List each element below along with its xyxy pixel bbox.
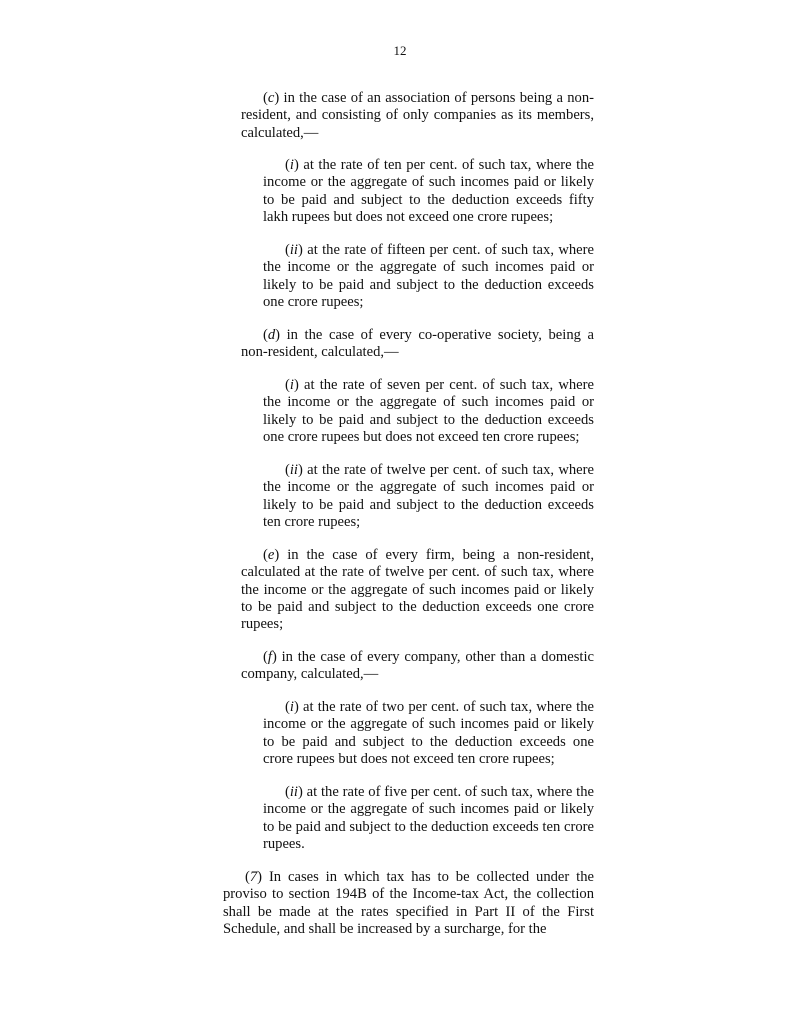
clause-d-ii-text: at the rate of twelve per cent. of such tax, where the income or the aggregate of such incomes paid or likely to be paid and subject to the deduction exceeds ten crore rupees; — [263, 462, 594, 530]
clause-e-label: e — [267, 547, 275, 563]
clause-f-text: in the case of every company, other than a domestic company, calculated,— — [241, 649, 594, 683]
clause-e-text: in the case of every firm, being a non-resident, calculated at the rate of twelve per cent. of such tax, where the income or the aggregate of such incomes paid or likely to be paid and subject to the deduction exceeds one crore rupees; — [241, 547, 594, 633]
clause-d-i-text: at the rate of seven per cent. of such tax, where the income or the aggregate of such incomes paid or likely to be paid and subject to the deduction exceeds one crore rupees but does not exceed ten crore rupees; — [263, 377, 594, 445]
clause-f-i-text: at the rate of two per cent. of such tax, where the income or the aggregate of such incomes paid or likely to be paid and subject to the deduction exceeds one crore rupees but does not exceed ten crore rupees; — [263, 699, 594, 767]
clause-f: (f) in the case of every company, other than a domestic company, calculated,— — [241, 649, 594, 683]
clause-f-i-label: i — [289, 699, 294, 715]
clause-d-ii-label: ii — [289, 462, 298, 478]
clause-c-i: (i) at the rate of ten per cent. of such tax, where the income or the aggregate of such incomes paid or likely to be paid and subject to the deduction exceeds fifty lakh rupees but does not exceed one crore rupees; — [263, 157, 594, 225]
page-number: 12 — [393, 43, 407, 58]
clause-d-text: in the case of every co-operative society, being a non-resident, calculated,— — [241, 327, 594, 361]
clause-f-i: (i) at the rate of two per cent. of such tax, where the income or the aggregate of such incomes paid or likely to be paid and subject to the deduction exceeds one crore rupees but does not exceed ten crore rupees; — [263, 699, 594, 767]
clause-d: (d) in the case of every co-operative society, being a non-resident, calculated,— — [241, 327, 594, 361]
clause-c: (c) in the case of an association of persons being a non-resident, and consisting of only companies as its members, calculated,— — [241, 90, 594, 141]
clause-d-label: d — [267, 327, 276, 343]
subsection-7: (7) In cases in which tax has to be collected under the proviso to section 194B of the Income-tax Act, the collection shall be made at the rates specified in Part II of the First Schedule, and shall be increased by a surcharge, for the — [223, 869, 594, 937]
clause-c-text: in the case of an association of persons being a non-resident, and consisting of only companies as its members, calculated,— — [241, 90, 594, 141]
subsection-7-label: 7 — [249, 869, 258, 885]
clause-f-ii-text: at the rate of five per cent. of such tax, where the income or the aggregate of such incomes paid or likely to be paid and subject to the deduction exceeds ten crore rupees. — [263, 784, 594, 852]
clause-f-ii: (ii) at the rate of five per cent. of such tax, where the income or the aggregate of such incomes paid or likely to be paid and subject to the deduction exceeds ten crore rupees. — [263, 784, 594, 852]
clause-c-ii-label: ii — [289, 242, 298, 258]
clause-c-i-label: i — [289, 157, 294, 173]
clause-d-i: (i) at the rate of seven per cent. of such tax, where the income or the aggregate of such incomes paid or likely to be paid and subject to the deduction exceeds one crore rupees but does not exceed ten crore rupees; — [263, 377, 594, 445]
clause-f-ii-label: ii — [289, 784, 298, 800]
clause-c-label: c — [267, 90, 275, 106]
clause-c-i-text: at the rate of ten per cent. of such tax, where the income or the aggregate of such incomes paid or likely to be paid and subject to the deduction exceeds fifty lakh rupees but does not exceed one crore rupees; — [263, 157, 594, 225]
clause-e: (e) in the case of every firm, being a non-resident, calculated at the rate of twelve per cent. of such tax, where the income or the aggregate of such incomes paid or likely to be paid and subject to the deduction exceeds one crore rupees; — [241, 547, 594, 633]
clause-d-ii: (ii) at the rate of twelve per cent. of such tax, where the income or the aggregate of such incomes paid or likely to be paid and subject to the deduction exceeds ten crore rupees; — [263, 462, 594, 530]
clause-c-ii-text: at the rate of fifteen per cent. of such tax, where the income or the aggregate of such incomes paid or likely to be paid and subject to the deduction exceeds one crore rupees; — [263, 242, 594, 310]
clause-c-ii: (ii) at the rate of fifteen per cent. of such tax, where the income or the aggregate of such incomes paid or likely to be paid and subject to the deduction exceeds one crore rupees; — [263, 242, 594, 310]
clause-f-label: f — [267, 649, 272, 665]
clause-d-i-label: i — [289, 377, 294, 393]
subsection-7-text: In cases in which tax has to be collected under the proviso to section 194B of the Income-tax Act, the collection shall be made at the rates specified in Part II of the First Schedule, and shall be increased by a surcharge, for the — [223, 869, 594, 937]
